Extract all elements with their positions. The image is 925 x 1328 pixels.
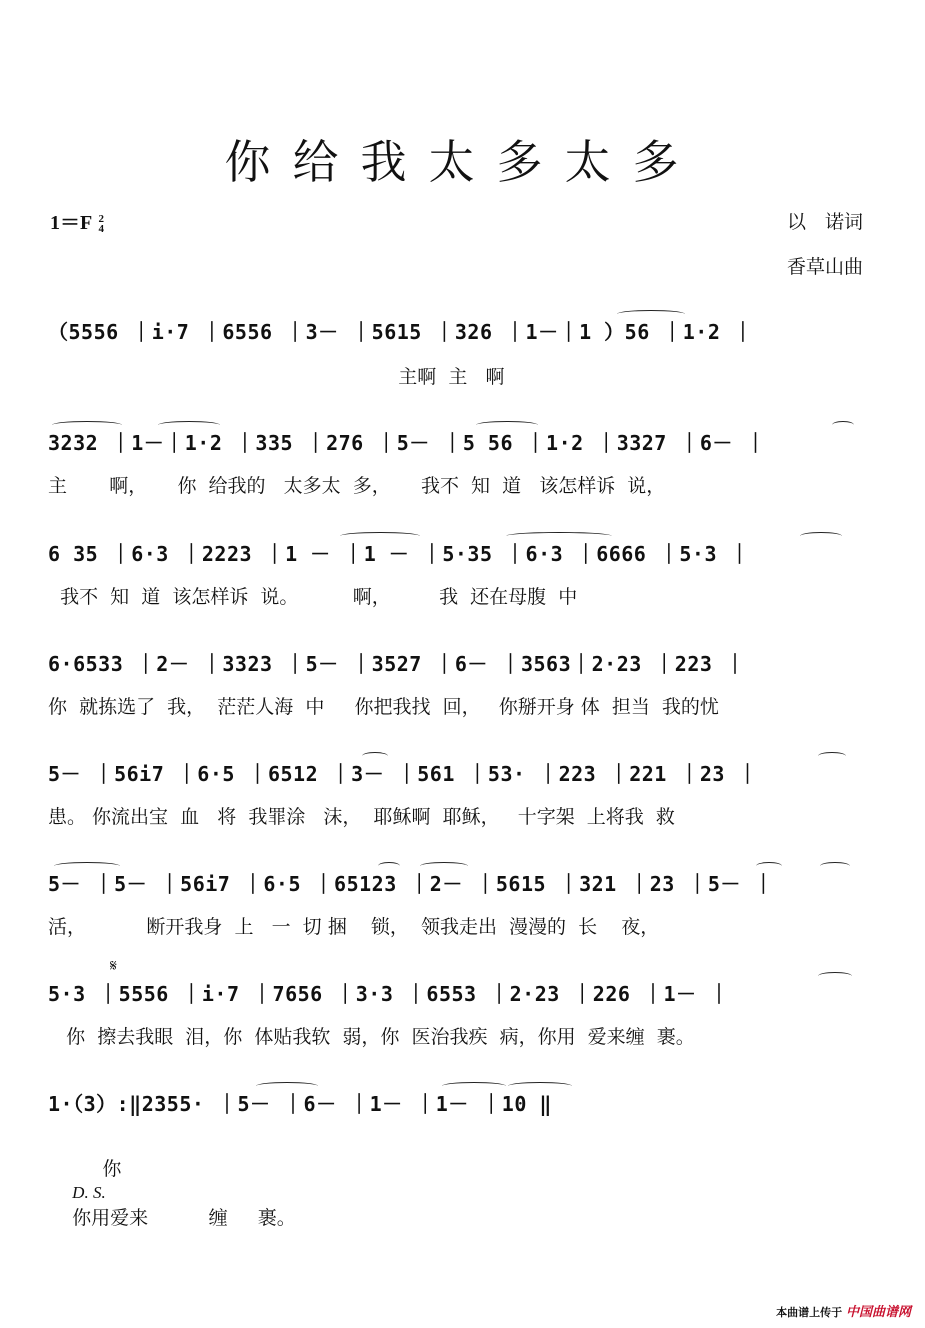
tie-mark (506, 532, 612, 540)
lyricist: 以 诺词 (786, 211, 863, 233)
notation-line: （5556 ｜i·7 ｜6556 ｜3－ ｜5615 ｜326 ｜1－｜1 ）56 ｜1·2 ｜ (48, 320, 754, 344)
dal-segno-mark: D. S. (72, 1183, 106, 1202)
lyrics-line: 你 就拣选了 我， 茫茫人海 中 你把我找 回， 你掰开身 体 担当 我的忧 (48, 696, 719, 718)
lyrics-line: 主 啊， 你 给我的 太多太 多， 我不 知 道 该怎样诉 说， (48, 475, 666, 497)
notation-line: 6 35 ｜6·3 ｜2223 ｜1 － ｜1 － ｜5·35 ｜6·3 ｜6666 ｜5·3 ｜ (48, 542, 751, 566)
segno-mark: 𝄋 (110, 956, 117, 975)
time-signature (98, 214, 104, 234)
tie-mark (820, 862, 850, 870)
lyrics-part-a: 你 (72, 1158, 122, 1180)
tie-mark (476, 421, 538, 429)
tie-mark (818, 752, 846, 760)
song-title: 你给我太多太多 (224, 135, 701, 189)
tie-mark (508, 1082, 572, 1090)
composer: 香草山曲 (786, 256, 863, 278)
lyrics-line: 活， 断开我身 上 一 切 捆 锁， 领我走出 漫漫的 长 夜， (48, 916, 660, 938)
lyrics-line: 我不 知 道 该怎样诉 说。 啊， 我 还在母腹 中 (48, 586, 578, 608)
lyrics-line (48, 1132, 296, 1252)
notation-line: 5·3 ｜5556 ｜i·7 ｜7656 ｜3·3 ｜6553 ｜2·23 ｜226 ｜1－ ｜ (48, 982, 730, 1006)
tie-mark (420, 862, 468, 870)
tie-mark (340, 532, 420, 540)
tie-mark (818, 972, 852, 980)
key-label: 1＝F (50, 212, 92, 234)
footer-label: 本曲谱上传于 (776, 1306, 843, 1319)
tie-mark (256, 1082, 318, 1090)
tie-mark (54, 862, 120, 870)
notation-line: 5－ ｜56i7 ｜6·5 ｜6512 ｜3－ ｜561 ｜53· ｜223 ｜221 ｜23 ｜ (48, 762, 759, 786)
tie-mark (617, 310, 685, 318)
site-brand: 中国曲谱网 (845, 1305, 911, 1320)
tie-mark (378, 862, 400, 870)
lyrics-line: 患。 你流出宝 血 将 我罪涂 沫， 耶稣啊 耶稣， 十字架 上将我 救 (48, 806, 675, 828)
tie-mark (832, 421, 854, 429)
notation-line: 5－ ｜5－ ｜56i7 ｜6·5 ｜65123 ｜2－ ｜5615 ｜321 ｜23 ｜5－ ｜ (48, 872, 774, 896)
tie-mark (52, 421, 122, 429)
notation-line: 1·（3）:‖2355· ｜5－ ｜6－ ｜1－ ｜1－ ｜10 ‖ (48, 1092, 552, 1116)
lyrics-line: 主啊 主 啊 (48, 366, 505, 388)
lyrics-line: 你 擦去我眼 泪，你 体贴我软 弱，你 医治我疾 病，你用 爱来缠 裹。 (48, 1026, 695, 1048)
tie-mark (442, 1082, 506, 1090)
time-sig-top: 2 (98, 213, 104, 226)
lyrics-part-b: 你用爱来 缠 裹。 (72, 1207, 296, 1229)
footer-credit (776, 1301, 911, 1320)
time-sig-bottom: 4 (98, 223, 104, 236)
tie-mark (158, 421, 220, 429)
notation-line: 3232 ｜1－｜1·2 ｜335 ｜276 ｜5－ ｜5 56 ｜1·2 ｜3327 ｜6－ ｜ (48, 431, 766, 455)
tie-mark (800, 532, 842, 540)
key-signature (50, 206, 104, 235)
tie-mark (756, 862, 782, 870)
tie-mark (362, 752, 388, 760)
notation-line: 6·6533 ｜2－ ｜3323 ｜5－ ｜3527 ｜6－ ｜3563｜2·23 ｜223 ｜ (48, 652, 746, 676)
